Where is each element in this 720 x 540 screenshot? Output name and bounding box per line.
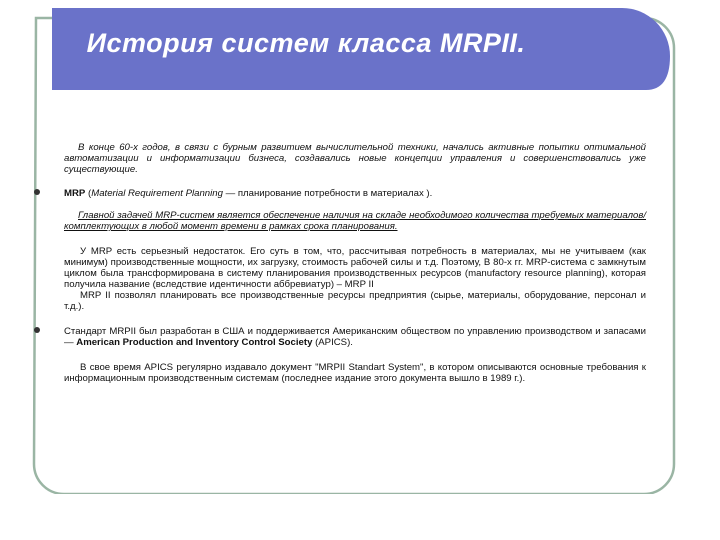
task-lead: Главной задачей MRP-систем является <box>78 210 264 221</box>
intro-paragraph: В конце 60-х годов, в связи с бурным развитием вычислительной техники, начались активные попытки оптимальной автоматизации и информатизации бизнеса, создавались новые концепции управления и совершенствовались уже существующие. <box>64 142 646 175</box>
bullet-icon <box>34 327 40 333</box>
apics-document-paragraph: В свое время APICS регулярно издавало документ "MRPII Standart System", в котором описываются основные требования к информационным производственным системам (последнее издание этого документа вышло в 1989 г.). <box>64 362 646 384</box>
slide-content <box>64 142 646 384</box>
standard-paragraph <box>64 326 646 348</box>
standard-tail: (APICS). <box>312 337 353 348</box>
mrp-task <box>64 210 646 232</box>
bullet-icon <box>34 189 40 195</box>
society-name: American Production and Inventory Control Society <box>76 337 313 348</box>
standard-lead: Стандарт MRPII был разработан в США и поддерживается Американским обществом по управлению производством и запасами — <box>64 326 646 348</box>
mrp-definition <box>64 188 646 199</box>
list-item <box>64 326 646 348</box>
mrp2-paragraph: MRP II позволял планировать все производственные ресурсы предприятия (сырье, материалы, оборудование, персонал и т.д.). <box>64 290 646 312</box>
mrp-drawback: У MRP есть серьезный недостаток. Его суть в том, что, рассчитывая потребность в материалах, мы не учитываем (как минимум) производственные мощности, их загрузку, стоимость рабочей силы и т.д. Поэтому, В 80-х гг. MRP-система с замкнутым циклом была трансформирована в систему планирования производственных ресурсов (manufactory resource planning), которая получила название (вследствие идентичности аббревиатур) – MRP II <box>64 246 646 290</box>
paren-open: ( <box>85 188 92 199</box>
task-main: обеспечение наличия на складе необходимого количества требуемых материалов/комплектующих в любой момент времени в рамках срока планирования. <box>64 210 646 232</box>
mrp-english: Material Requirement Planning <box>91 188 223 199</box>
slide-title: История систем класса MRPII. <box>86 28 526 58</box>
title-divider <box>68 92 638 94</box>
mrp-abbr: MRP <box>64 188 86 199</box>
list-item <box>64 188 646 199</box>
mrp-rest: — планирование потребности в материалах ). <box>222 188 433 199</box>
